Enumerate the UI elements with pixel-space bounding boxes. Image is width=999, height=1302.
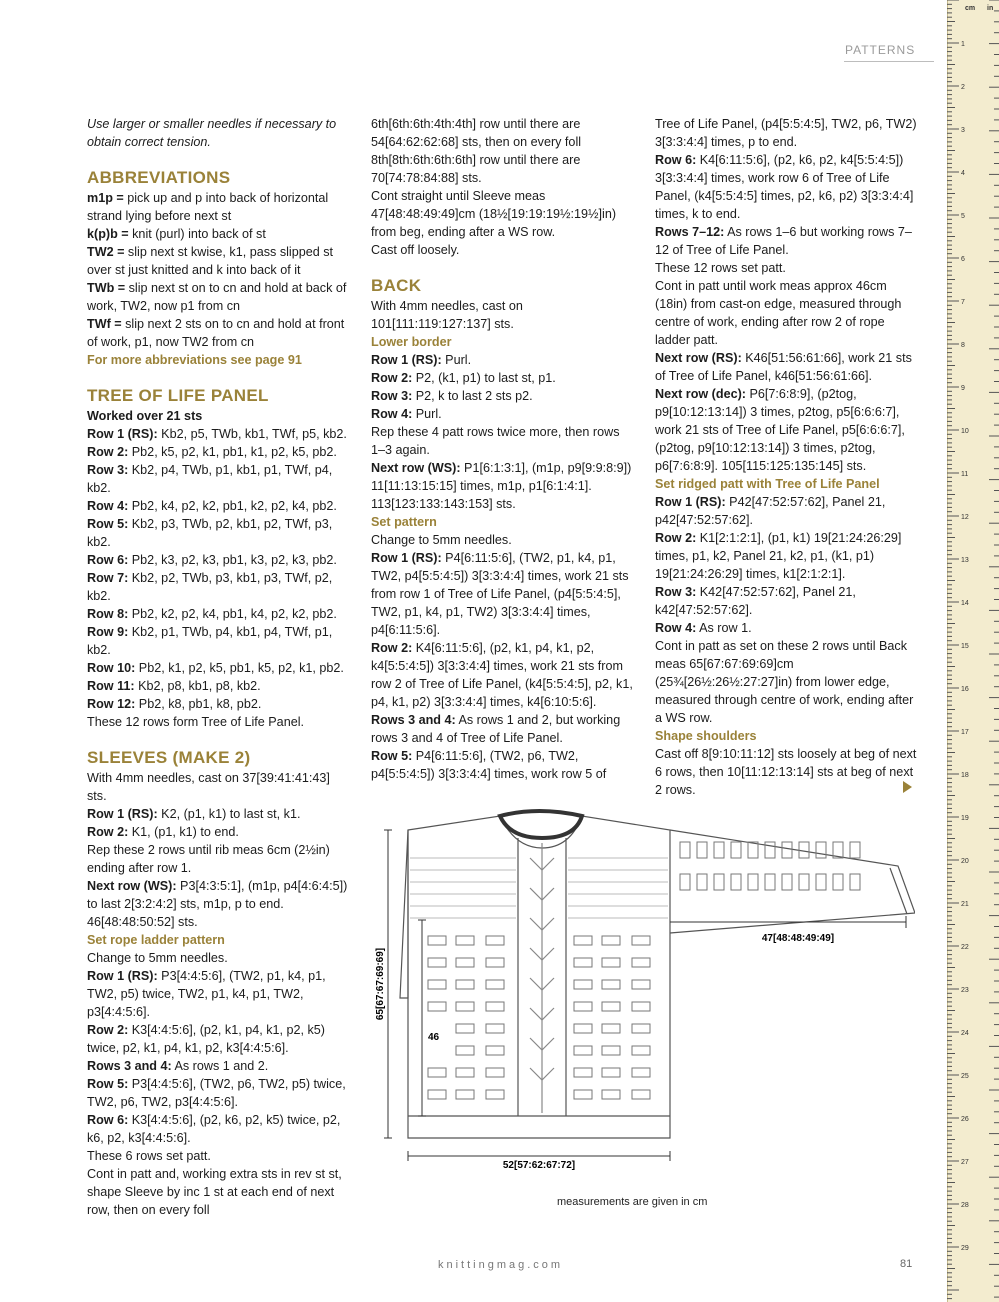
- ruler-number: 2: [961, 84, 965, 91]
- garment-schematic: [370, 808, 915, 1180]
- ruler-number: 12: [961, 514, 969, 521]
- page-number: 81: [900, 1258, 913, 1270]
- sleeve-pattern-block: [765, 842, 775, 858]
- footer-url[interactable]: knittingmag.com: [438, 1259, 564, 1271]
- diagram-caption: measurements are given in cm: [557, 1196, 708, 1208]
- sleeves-row-2: Row 2: K1, (p1, k1) to end.: [87, 825, 239, 839]
- back-row-6: Row 6: K4[6:11:5:6], (p2, k6, p2, k4[5:5:4:5]) 3[3:3:4:4] times, work row 6 of Tree of Life Panel, (k4[5:5:4:5] times, p2, k6, p2) 3[3:3:4:4] times, k to end.: [655, 153, 914, 221]
- ruler-number: 11: [961, 471, 969, 478]
- shape-shoulders-heading: Shape shoulders: [655, 729, 757, 743]
- set-pattern-row: Row 1 (RS): P4[6:11:5:6], (TW2, p1, k4, p1, TW2, p4[5:5:4:5]) 3[3:3:4:4] times, work 21 sts from row 1 of Tree of Life Panel, (p4[5:5:4:5], TW2, p1, k4, p1, TW2) 3[3:3:4:4] times, p4[6:11:5:6].: [371, 551, 629, 637]
- tree-of-life-row: Row 7: Kb2, p2, TWb, p3, kb1, p3, TWf, p2, kb2.: [87, 571, 333, 603]
- rope-ladder-block: [632, 936, 650, 945]
- continue-arrow-icon: [903, 781, 912, 793]
- ruler-number: 20: [961, 858, 969, 865]
- sleeve-pattern-block: [748, 874, 758, 890]
- sleeve-straight: Cont straight until Sleeve meas 47[48:48:49:49]cm (18½[19:19:19½:19½]in) from beg, ending after a WS row.: [371, 189, 617, 239]
- ruler-number: 16: [961, 686, 969, 693]
- back-cast-on: With 4mm needles, cast on 101[111:119:127:137] sts.: [371, 299, 523, 331]
- rope-ladder-block: [456, 1002, 474, 1011]
- rope-ladder-block: [574, 958, 592, 967]
- rope-ladder-block: [456, 1024, 474, 1033]
- ruler-number: 6: [961, 256, 965, 263]
- ridged-pattern-heading: Set ridged patt with Tree of Life Panel: [655, 477, 880, 491]
- sleeve-pattern-block: [748, 842, 758, 858]
- tree-of-life-row: Row 5: Kb2, p3, TWb, p2, kb1, p2, TWf, p3, kb2.: [87, 517, 333, 549]
- tree-of-life-row: Row 6: Pb2, k3, p2, k3, pb1, k3, p2, k3, pb2.: [87, 553, 337, 567]
- sleeve-pattern-block: [833, 874, 843, 890]
- tree-of-life-row: Row 8: Pb2, k2, p2, k4, pb1, k4, p2, k2, pb2.: [87, 607, 337, 621]
- set-pattern-row: Rows 3 and 4: As rows 1 and 2, but working rows 3 and 4 of Tree of Life Panel.: [371, 713, 621, 745]
- sleeve-pattern-block: [782, 842, 792, 858]
- ruler-number: 22: [961, 944, 969, 951]
- rope-ladder-block: [456, 1090, 474, 1099]
- sleeve-pattern-block: [680, 874, 690, 890]
- rope-ladder-block: [632, 1090, 650, 1099]
- abbreviation-entry: TWf = slip next 2 sts on to cn and hold at front of work, p1, now TW2 from cn: [87, 317, 345, 349]
- rope-ladder-block: [632, 1046, 650, 1055]
- continue-measure: Cont in patt until work meas approx 46cm (18in) from cast-on edge, measured through centre of work, ending after row 2 of rope ladder patt.: [655, 279, 902, 347]
- lower-next-row: Next row (WS): P1[6:1:3:1], (m1p, p9[9:9:8:9]) 11[11:13:15:15] times, m1p, p1[6:1:4:1]. 113[123:133:143:153] sts.: [371, 461, 632, 511]
- rope-ladder-row: Row 6: K3[4:4:5:6], (p2, k6, p2, k5) twice, p2, k6, p2, k3[4:4:5:6].: [87, 1113, 341, 1145]
- rope-ladder-block: [602, 980, 620, 989]
- ridged-pattern-row: Row 1 (RS): P42[47:52:57:62], Panel 21, p42[47:52:57:62].: [655, 495, 886, 527]
- rope-change-needles: Change to 5mm needles.: [87, 951, 228, 965]
- ruler-number: 15: [961, 643, 969, 650]
- rope-ladder-block: [486, 980, 504, 989]
- sleeve-pattern-block: [714, 842, 724, 858]
- tree-of-life-row: Row 1 (RS): Kb2, p5, TWb, kb1, TWf, p5, kb2.: [87, 427, 347, 441]
- ruler-in-label: in: [987, 5, 994, 12]
- tree-of-life-rows: [87, 425, 349, 713]
- rope-ladder-block: [602, 1090, 620, 1099]
- next-row-rs: Next row (RS): K46[51:56:61:66], work 21 sts of Tree of Life Panel, k46[51:56:61:66].: [655, 351, 912, 383]
- sleeve-pattern-block: [765, 874, 775, 890]
- abbreviation-entry: TW2 = slip next st kwise, k1, pass slipped st over st just knitted and k into back of it: [87, 245, 334, 277]
- rope-ladder-block: [632, 1002, 650, 1011]
- rope-ladder-block: [428, 1090, 446, 1099]
- ruler-number: 27: [961, 1159, 969, 1166]
- lower-repeat: Rep these 4 patt rows twice more, then rows 1–3 again.: [371, 425, 620, 457]
- abbreviation-entry: TWb = slip next st on to cn and hold at back of work, TW2, now p1 from cn: [87, 281, 347, 313]
- next-row-dec: Next row (dec): P6[7:6:8:9], (p2tog, p9[10:12:13:14]) 3 times, p2tog, p5[6:6:6:7], work 21 sts of Tree of Life Panel, p5[6:6:6:7], (p2tog, p9[10:12:13:14]) 3 times, p2tog, p6[7:6:8:9]. 105[115:125:135:145] sts.: [655, 387, 905, 473]
- header-rule: [844, 61, 934, 62]
- rope-ladder-row: Row 1 (RS): P3[4:4:5:6], (TW2, p1, k4, p1, TW2, p5) twice, TW2, p1, k4, p1, TW2, p3[4:4:5:6].: [87, 969, 326, 1019]
- ruler-number: 28: [961, 1202, 969, 1209]
- rope-ladder-block: [602, 1002, 620, 1011]
- ruler-number: 5: [961, 213, 965, 220]
- ridged-pattern-row: Row 4: As row 1.: [655, 621, 752, 635]
- shape-shoulders-text: Cast off 8[9:10:11:12] sts loosely at beg of next 6 rows, then 10[11:12:13:14] sts at beg of next 2 rows.: [655, 747, 917, 797]
- tree-of-life-end: These 12 rows form Tree of Life Panel.: [87, 715, 304, 729]
- intro-note: Use larger or smaller needles if necessary to obtain correct tension.: [87, 117, 337, 149]
- rope-ladder-block: [574, 1046, 592, 1055]
- lower-border-rows: [371, 351, 633, 423]
- rope-ladder-block: [574, 1090, 592, 1099]
- lower-border-row: Row 2: P2, (k1, p1) to last st, p1.: [371, 371, 556, 385]
- set-pattern-change: Change to 5mm needles.: [371, 533, 512, 547]
- column-1: [87, 115, 349, 1219]
- rope-ladder-block: [602, 1024, 620, 1033]
- sleeves-next-row: Next row (WS): P3[4:3:5:1], (m1p, p4[4:6:4:5]) to last 2[3:2:4:2] sts, m1p, p to end. 46[48:48:50:52] sts.: [87, 879, 348, 929]
- ruler-number: 3: [961, 127, 965, 134]
- ruler-number: 7: [961, 299, 965, 306]
- lower-border-row: Row 4: Purl.: [371, 407, 442, 421]
- sleeves-heading: SLEEVES (MAKE 2): [87, 748, 251, 767]
- height-label: 65[67:67:69:69]: [375, 947, 386, 1021]
- set-pattern-row: Row 2: K4[6:11:5:6], (p2, k1, p4, k1, p2, k4[5:5:4:5]) 3[3:3:4:4] times, work 21 sts from row 2 of Tree of Life Panel, (k4[5:5:4:5], p2, k1, p4, k1, p2) 3[3:3:4:4] times, k4[6:10:5:6].: [371, 641, 633, 709]
- sleeve-continue: 6th[6th:6th:4th:4th] row until there are 54[64:62:62:68] sts, then on every foll 8th[8th:6th:6th:6th] row until there are 70[74:78:84:88] sts.: [371, 117, 582, 185]
- rope-ladder-block: [486, 1002, 504, 1011]
- ruler-number: 24: [961, 1030, 969, 1037]
- rope-ladder-block: [632, 958, 650, 967]
- sleeve-pattern-block: [782, 874, 792, 890]
- ridged-pattern-row: Row 2: K1[2:1:2:1], (p1, k1) 19[21:24:26:29] times, p1, k2, Panel 21, k2, p1, (k1, p1) 19[21:24:26:29] times, k1[2:1:2:1].: [655, 531, 902, 581]
- sleeve-length-label: 47[48:48:49:49]: [761, 933, 835, 944]
- rope-ladder-block: [486, 1046, 504, 1055]
- rope-ladder-block: [632, 980, 650, 989]
- tree-of-life-heading: TREE OF LIFE PANEL: [87, 386, 269, 405]
- rope-ladder-block: [574, 936, 592, 945]
- sleeve-pattern-block: [731, 874, 741, 890]
- tree-of-life-row: Row 12: Pb2, k8, pb1, k8, pb2.: [87, 697, 262, 711]
- rope-ladder-block: [602, 936, 620, 945]
- sleeve-cast-off: Cast off loosely.: [371, 243, 460, 257]
- tree-of-life-row: Row 9: Kb2, p1, TWb, p4, kb1, p4, TWf, p1, kb2.: [87, 625, 333, 657]
- ruler-number: 9: [961, 385, 965, 392]
- body-outline: [408, 816, 670, 1138]
- sleeve-pattern-block: [850, 874, 860, 890]
- tree-of-life-row: Row 3: Kb2, p4, TWb, p1, kb1, p1, TWf, p4, kb2.: [87, 463, 333, 495]
- rope-ladder-block: [632, 1024, 650, 1033]
- rope-ladder-block: [574, 1024, 592, 1033]
- tree-of-life-row: Row 2: Pb2, k5, p2, k1, pb1, k1, p2, k5, pb2.: [87, 445, 337, 459]
- set-pattern-rows: [371, 549, 633, 783]
- sleeve-pattern-block: [680, 842, 690, 858]
- ruler-cm-label: cm: [965, 5, 976, 12]
- rope-ladder-block: [456, 980, 474, 989]
- ruler-number: 23: [961, 987, 969, 994]
- rope-ladder-block: [428, 936, 446, 945]
- ruler-number: 17: [961, 729, 969, 736]
- abbreviations-list: [87, 189, 349, 351]
- abbreviation-entry: k(p)b = knit (purl) into back of st: [87, 227, 266, 241]
- rope-end: These 6 rows set patt.: [87, 1149, 211, 1163]
- column-2: [371, 115, 633, 783]
- rope-ladder-block: [574, 980, 592, 989]
- sleeve-pattern-block: [731, 842, 741, 858]
- rope-ladder-block: [456, 936, 474, 945]
- sleeve-pattern-block: [850, 842, 860, 858]
- back-rows-7-12: Rows 7–12: As rows 1–6 but working rows 7–12 of Tree of Life Panel.: [655, 225, 912, 257]
- row5-continue: Tree of Life Panel, (p4[5:5:4:5], TW2, p6, TW2) 3[3:3:4:4] times, p to end.: [655, 117, 917, 149]
- ruler-number: 4: [961, 170, 965, 177]
- column-3: [655, 115, 917, 799]
- rope-ladder-block: [456, 1046, 474, 1055]
- tree-of-life-row: Row 4: Pb2, k4, p2, k2, pb1, k2, p2, k4, pb2.: [87, 499, 337, 513]
- rope-ladder-block: [428, 1068, 446, 1077]
- sleeve-pattern-block: [816, 842, 826, 858]
- rope-continue: Cont in patt and, working extra sts in rev st st, shape Sleeve by inc 1 st at each end of next row, then on every foll: [87, 1167, 342, 1217]
- sleeve-pattern-block: [697, 842, 707, 858]
- rope-ladder-rows: [87, 967, 349, 1147]
- sleeves-row-1: Row 1 (RS): K2, (p1, k1) to last st, k1.: [87, 807, 301, 821]
- set-pattern-heading: Set pattern: [371, 515, 437, 529]
- rope-ladder-block: [456, 958, 474, 967]
- sleeve-pattern-block: [799, 874, 809, 890]
- these-12-rows: These 12 rows set patt.: [655, 261, 786, 275]
- ridged-continue: Cont in patt as set on these 2 rows until Back meas 65[67:67:69:69]cm (25¾[26½:26½:27:27]in) from lower edge, measured through centre of work, ending after a WS row.: [655, 639, 914, 725]
- ruler-number: 26: [961, 1116, 969, 1123]
- rope-ladder-block: [486, 1068, 504, 1077]
- rope-ladder-heading: Set rope ladder pattern: [87, 933, 225, 947]
- rope-ladder-block: [602, 958, 620, 967]
- inner-height-label: 46: [428, 1032, 440, 1043]
- abbreviation-entry: m1p = pick up and p into back of horizontal strand lying before next st: [87, 191, 329, 223]
- lower-border-heading: Lower border: [371, 335, 452, 349]
- lower-border-row: Row 3: P2, k to last 2 sts p2.: [371, 389, 533, 403]
- measuring-ruler: [947, 0, 999, 1302]
- ruler-number: 13: [961, 557, 969, 564]
- ruler-number: 10: [961, 428, 969, 435]
- rope-ladder-block: [632, 1068, 650, 1077]
- lower-border-row: Row 1 (RS): Purl.: [371, 353, 472, 367]
- rope-ladder-block: [602, 1068, 620, 1077]
- width-label: 52[57:62:67:72]: [502, 1160, 576, 1171]
- tree-of-life-row: Row 11: Kb2, p8, kb1, p8, kb2.: [87, 679, 261, 693]
- ruler-number: 21: [961, 901, 969, 908]
- ruler-number: 1: [961, 41, 965, 48]
- ridged-pattern-rows: [655, 493, 917, 637]
- ruler-number: 18: [961, 772, 969, 779]
- rope-ladder-row: Row 5: P3[4:4:5:6], (TW2, p6, TW2, p5) twice, TW2, p6, TW2, p3[4:4:5:6].: [87, 1077, 346, 1109]
- rope-ladder-block: [602, 1046, 620, 1055]
- set-pattern-row: Row 5: P4[6:11:5:6], (TW2, p6, TW2, p4[5:5:4:5]) 3[3:3:4:4] times, work row 5 of: [371, 749, 607, 781]
- ruler-number: 8: [961, 342, 965, 349]
- sleeves-repeat: Rep these 2 rows until rib meas 6cm (2½in) ending after row 1.: [87, 843, 330, 875]
- rope-ladder-block: [428, 1002, 446, 1011]
- ridged-pattern-row: Row 3: K42[47:52:57:62], Panel 21, k42[47:52:57:62].: [655, 585, 856, 617]
- sleeves-cast-on: With 4mm needles, cast on 37[39:41:41:43] sts.: [87, 771, 330, 803]
- ruler-number: 29: [961, 1245, 969, 1252]
- rope-ladder-block: [486, 1024, 504, 1033]
- ruler-number: 19: [961, 815, 969, 822]
- rope-ladder-block: [428, 958, 446, 967]
- sleeve-pattern-block: [697, 874, 707, 890]
- abbreviations-heading: ABBREVIATIONS: [87, 168, 231, 187]
- rope-ladder-block: [428, 980, 446, 989]
- sleeve-pattern-block: [816, 874, 826, 890]
- tree-of-life-worked: Worked over 21 sts: [87, 409, 203, 423]
- ruler-number: 14: [961, 600, 969, 607]
- header-label: PATTERNS: [845, 43, 916, 57]
- more-abbreviations-link[interactable]: For more abbreviations see page 91: [87, 353, 302, 367]
- rope-ladder-row: Row 2: K3[4:4:5:6], (p2, k1, p4, k1, p2, k5) twice, p2, k1, p4, k1, p2, k3[4:4:5:6].: [87, 1023, 325, 1055]
- ruler-number: 25: [961, 1073, 969, 1080]
- tree-of-life-row: Row 10: Pb2, k1, p2, k5, pb1, k5, p2, k1, pb2.: [87, 661, 344, 675]
- rope-ladder-block: [486, 1090, 504, 1099]
- rope-ladder-block: [486, 958, 504, 967]
- rope-ladder-block: [574, 1068, 592, 1077]
- rope-ladder-block: [456, 1068, 474, 1077]
- rope-ladder-block: [486, 936, 504, 945]
- rope-ladder-block: [574, 1002, 592, 1011]
- sleeve-pattern-block: [714, 874, 724, 890]
- rope-ladder-row: Rows 3 and 4: As rows 1 and 2.: [87, 1059, 269, 1073]
- back-heading: BACK: [371, 276, 422, 295]
